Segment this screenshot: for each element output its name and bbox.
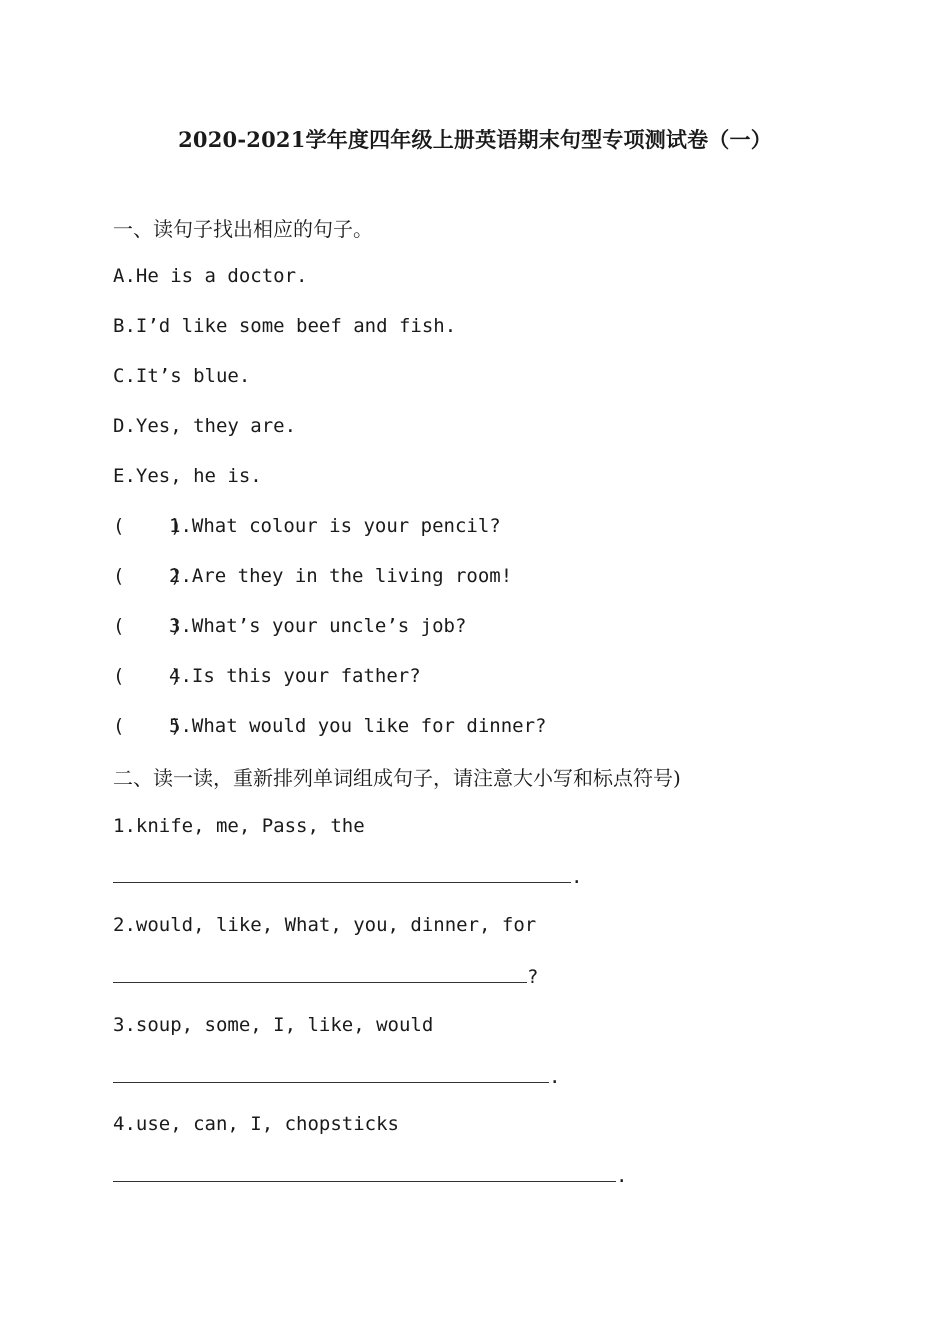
reorder-item-3-words: 3.soup, some, I, like, would <box>113 1014 434 1036</box>
answer-paren[interactable]: ( ) <box>113 715 182 737</box>
question-text: 1.What colour is your pencil? <box>169 515 501 537</box>
question-3 <box>113 615 466 637</box>
answer-blank[interactable] <box>113 1180 616 1182</box>
end-punctuation: ? <box>527 966 539 988</box>
question-5 <box>113 715 547 737</box>
answer-blank[interactable] <box>113 881 571 883</box>
option-b: B.I’d like some beef and fish. <box>113 315 457 337</box>
option-e: E.Yes, he is. <box>113 465 262 487</box>
answer-paren[interactable]: ( ) <box>113 565 182 587</box>
reorder-item-3-answer <box>113 1058 560 1088</box>
reorder-item-2-words: 2.would, like, What, you, dinner, for <box>113 914 537 936</box>
answer-paren[interactable]: ( ) <box>113 515 182 537</box>
option-d: D.Yes, they are. <box>113 415 297 437</box>
section1-heading: 一、读句子找出相应的句子。 <box>113 217 373 241</box>
reorder-item-1-answer <box>113 858 582 888</box>
reorder-item-4-answer <box>113 1157 627 1187</box>
option-c: C.It’s blue. <box>113 365 251 387</box>
option-a: A.He is a doctor. <box>113 265 308 287</box>
question-2 <box>113 565 512 587</box>
answer-paren[interactable]: ( ) <box>113 665 182 687</box>
question-text: 2.Are they in the living room! <box>169 565 513 587</box>
end-punctuation: . <box>549 1066 561 1088</box>
question-text: 5.What would you like for dinner? <box>169 715 547 737</box>
reorder-item-4-words: 4.use, can, I, chopsticks <box>113 1113 399 1135</box>
answer-paren[interactable]: ( ) <box>113 615 182 637</box>
question-1 <box>113 515 501 537</box>
question-4 <box>113 665 421 687</box>
end-punctuation: . <box>616 1165 628 1187</box>
section2-heading: 二、读一读，重新排列单词组成句子，请注意大小写和标点符号) <box>113 766 681 790</box>
reorder-item-2-answer <box>113 958 538 988</box>
question-text: 4.Is this your father? <box>169 665 421 687</box>
worksheet-title: 2020-2021学年度四年级上册英语期末句型专项测试卷（一） <box>178 127 772 152</box>
answer-blank[interactable] <box>113 981 527 983</box>
end-punctuation: . <box>571 866 583 888</box>
answer-blank[interactable] <box>113 1081 549 1083</box>
question-text: 3.What’s your uncle’s job? <box>169 615 467 637</box>
reorder-item-1-words: 1.knife, me, Pass, the <box>113 815 365 837</box>
